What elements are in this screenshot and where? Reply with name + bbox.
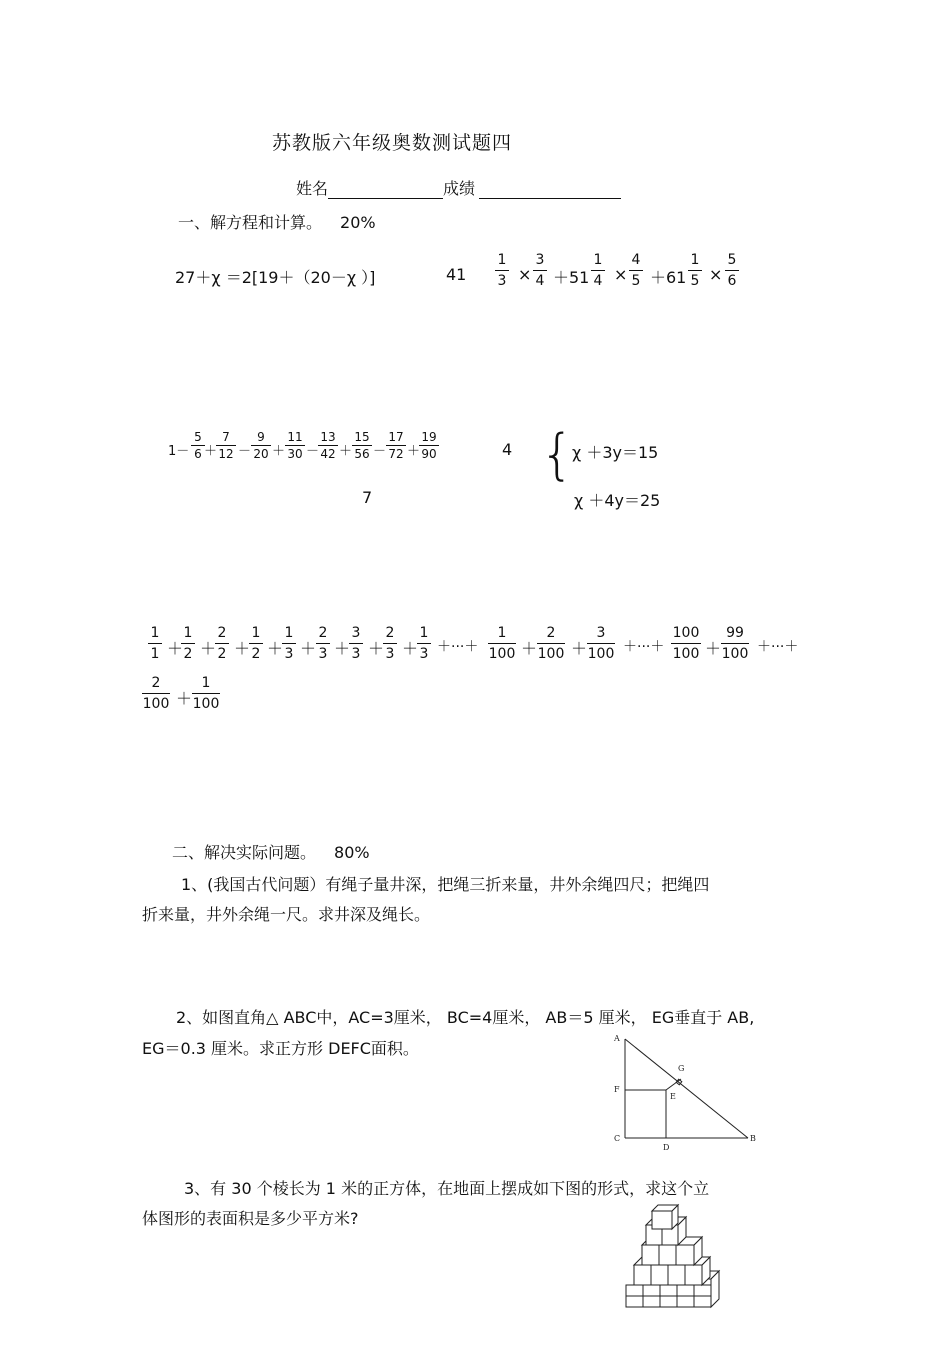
name-score-line bbox=[296, 176, 621, 199]
fraction: $\frac{4}{5}$ bbox=[629, 253, 643, 288]
equation-1: 27＋χ ＝2[19＋（20－χ ）] bbox=[175, 268, 376, 287]
expression-3-note: 7 bbox=[362, 488, 373, 507]
plus-integer: ＋51 bbox=[553, 268, 590, 287]
fraction: $\frac{5}{6}$ bbox=[725, 253, 739, 288]
label-c: C bbox=[614, 1134, 621, 1143]
label-d: D bbox=[663, 1143, 670, 1152]
name-blank[interactable] bbox=[328, 182, 443, 199]
question-3-line-1: 3、有 30 个棱长为 1 米的正方体，在地面上摆成如下图的形式，求这个立 bbox=[184, 1179, 710, 1198]
system-line-2: χ ＋4y＝25 bbox=[574, 491, 661, 510]
page-title: 苏教版六年级奥数测试题四 bbox=[272, 132, 513, 154]
cube-stack-figure bbox=[620, 1203, 725, 1311]
name-label: 姓名 bbox=[296, 179, 329, 198]
fraction: $\frac{1}{4}$ bbox=[591, 253, 605, 288]
plus-integer: ＋61 bbox=[650, 268, 687, 287]
question-3-line-2: 体图形的表面积是多少平方米? bbox=[142, 1209, 359, 1228]
system-number: 4 bbox=[502, 440, 513, 459]
brace: { bbox=[540, 423, 575, 486]
system-line-1: χ ＋3y＝15 bbox=[572, 443, 659, 462]
question-2-line-2: EG＝0.3 厘米。求正方形 DEFC面积。 bbox=[142, 1039, 419, 1058]
times-sign: × bbox=[518, 265, 532, 284]
label-a: A bbox=[614, 1034, 620, 1043]
times-sign: × bbox=[709, 265, 723, 284]
label-b: B bbox=[750, 1134, 756, 1143]
question-1-line-1: 1、(我国古代问题）有绳子量井深，把绳三折来量，井外余绳四尺；把绳四 bbox=[181, 875, 710, 894]
fraction: $\frac{3}{4}$ bbox=[533, 253, 547, 288]
label-f: F bbox=[614, 1085, 620, 1094]
triangle-figure bbox=[608, 1030, 763, 1155]
question-2-line-1: 2、如图直角△ ABC中，AC=3厘米， BC=4厘米， AB＝5 厘米， EG垂直于 AB, bbox=[176, 1008, 755, 1027]
section2-heading: 二、解决实际问题。 80% bbox=[172, 843, 370, 862]
question-1-line-2: 折来量，井外余绳一尺。求井深及绳长。 bbox=[142, 905, 431, 924]
label-g: G bbox=[678, 1064, 685, 1073]
score-label: 成绩 bbox=[443, 179, 476, 198]
fraction: $\frac{1}{5}$ bbox=[688, 253, 702, 288]
fraction: $\frac{1}{3}$ bbox=[495, 253, 509, 288]
times-sign: × bbox=[614, 265, 628, 284]
equation-1-number: 41 bbox=[446, 265, 467, 284]
section1-heading: 一、解方程和计算。 20% bbox=[178, 213, 376, 232]
label-e: E bbox=[670, 1092, 676, 1101]
score-blank[interactable] bbox=[479, 182, 621, 199]
